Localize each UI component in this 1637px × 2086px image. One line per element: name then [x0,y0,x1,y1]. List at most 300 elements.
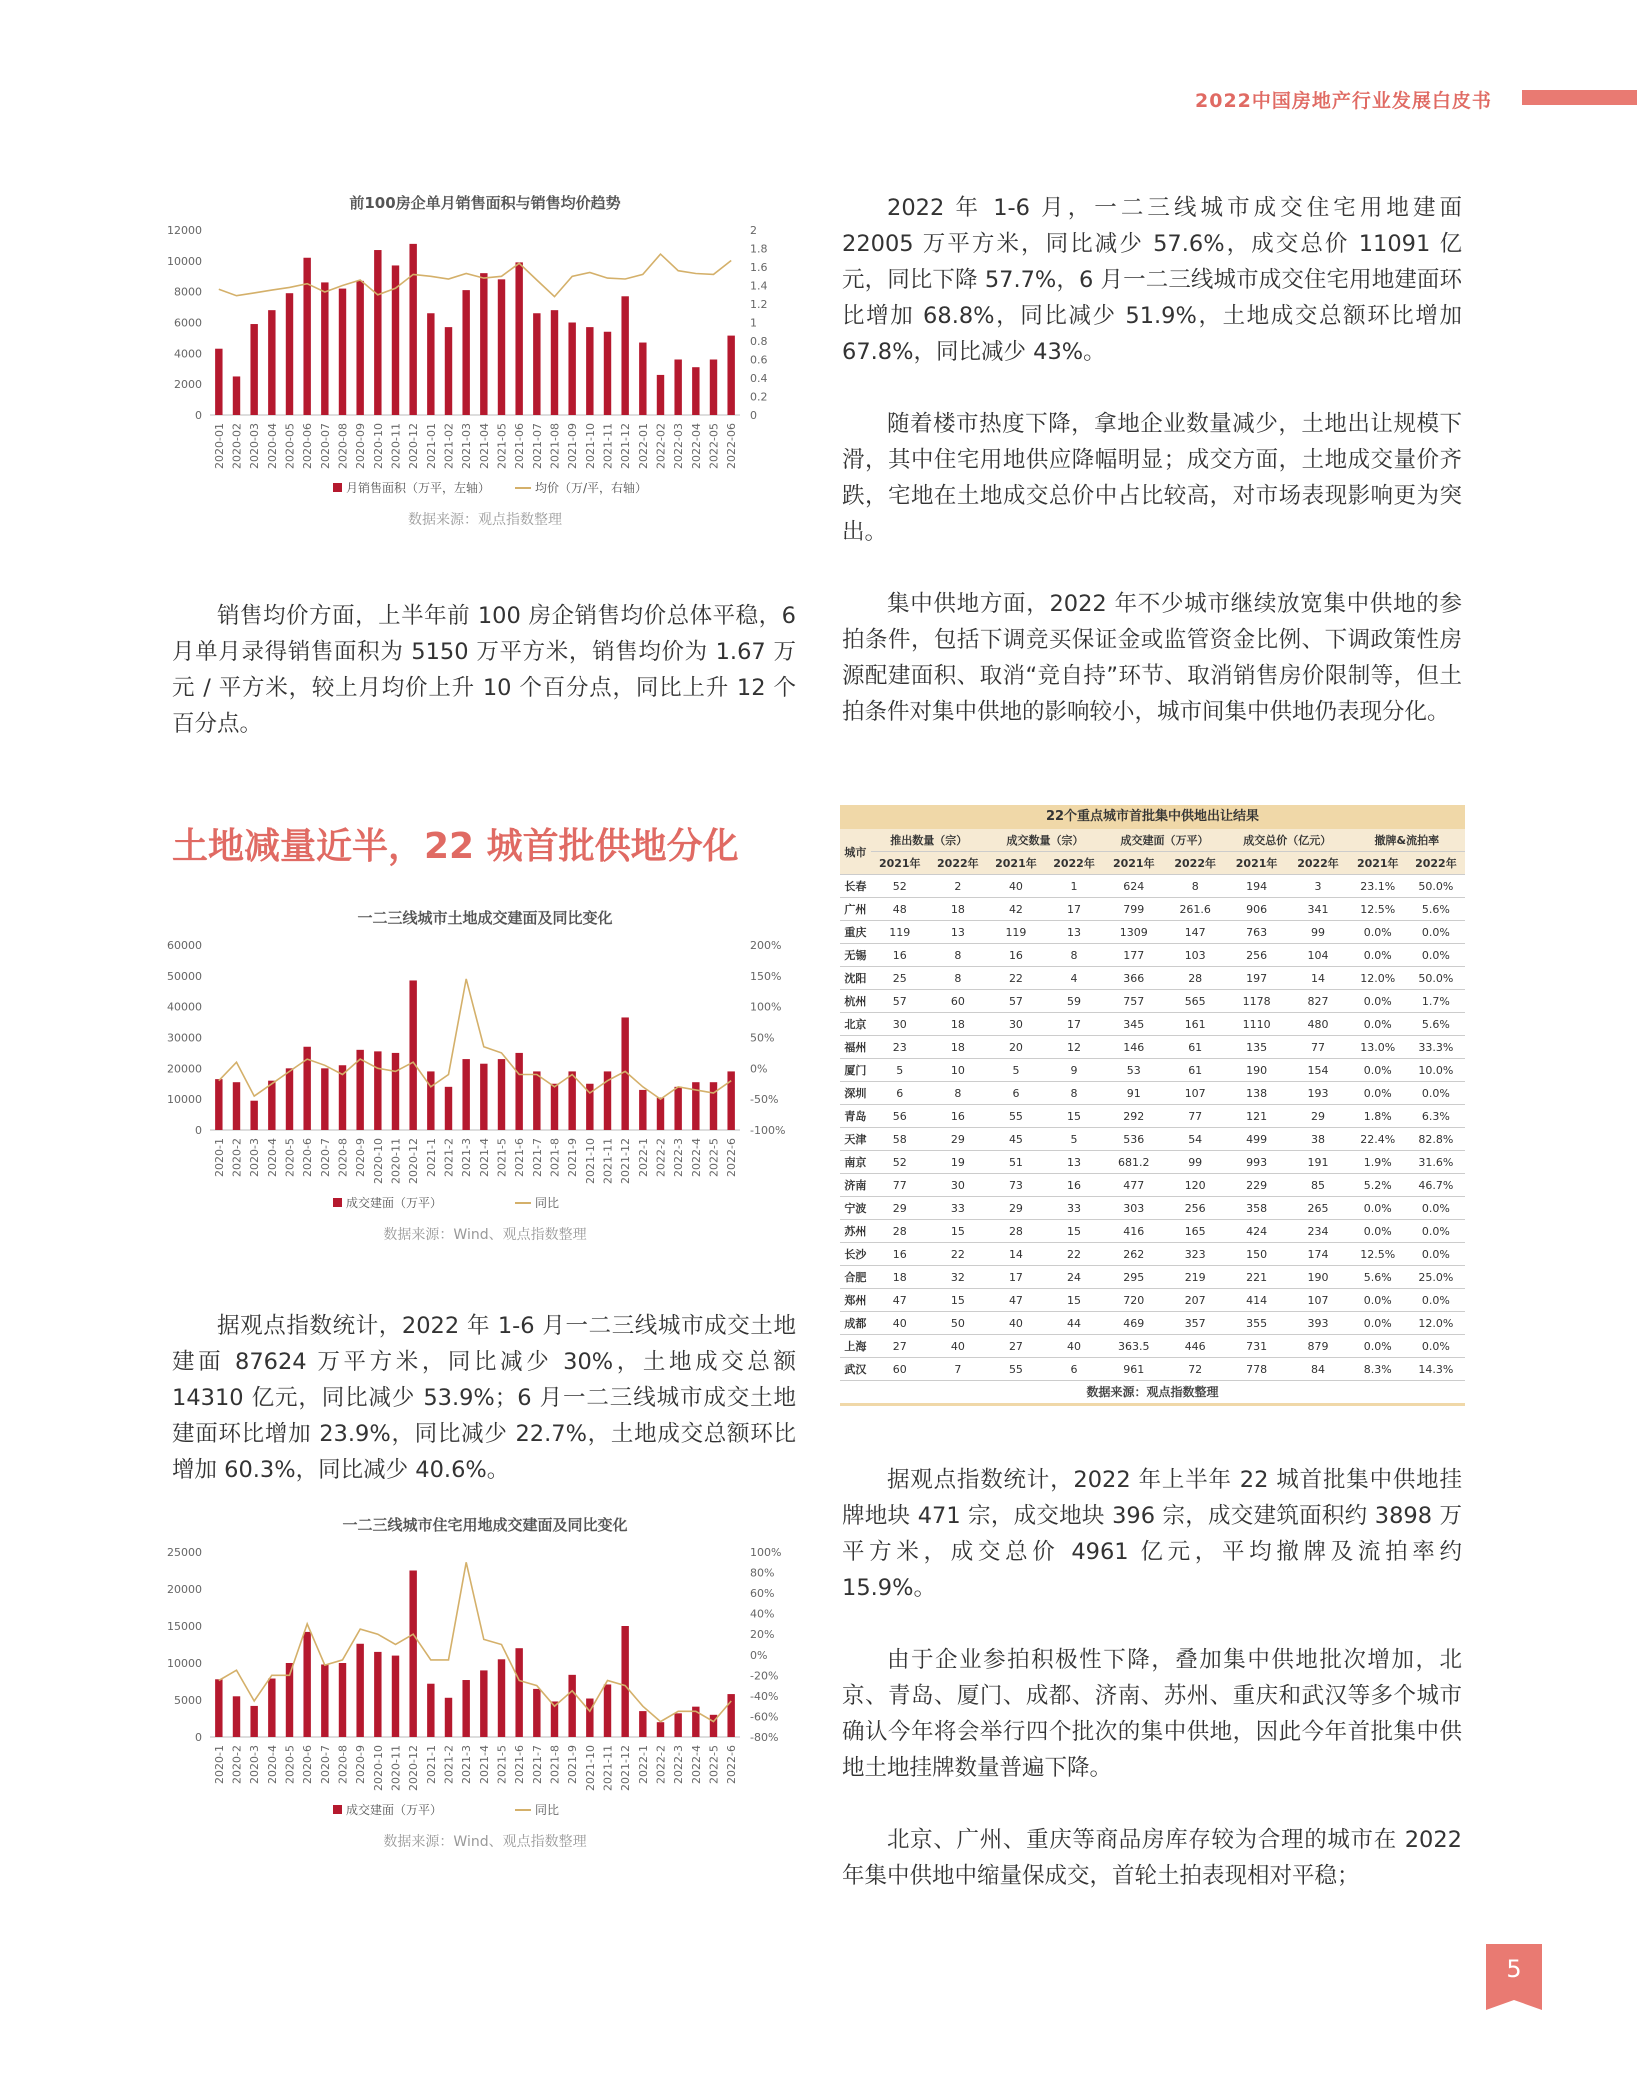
x-tick: 2021-6 [513,1745,527,1784]
table-cell: 0.0% [1349,1013,1407,1036]
table-cell: 58 [871,1128,929,1151]
table-cell: 2 [929,875,987,898]
y-tick-left: 50000 [167,969,202,983]
bar [568,1675,575,1737]
table-row [840,944,1465,967]
table-cell-city: 武汉 [840,1358,871,1381]
bar [427,313,434,415]
chart-residential-land-area [165,1512,805,1892]
table-cell: 5.6% [1349,1266,1407,1289]
table-cell: 16 [987,944,1045,967]
table-cell: 52 [871,1151,929,1174]
table-row [840,1059,1465,1082]
table-cell: 6 [987,1082,1045,1105]
table-cell: 56 [871,1105,929,1128]
x-tick: 2020-04 [265,423,279,469]
bar [727,336,734,415]
table-cell: 50 [929,1312,987,1335]
table-cell: 57 [871,990,929,1013]
x-tick: 2022-5 [707,1138,721,1177]
x-tick: 2020-11 [389,423,403,469]
chart-source: 数据来源：Wind、观点指数整理 [383,1834,587,1850]
table-cell: 256 [1226,944,1287,967]
bar [657,1722,664,1737]
bar [286,293,293,415]
table-cell: 1309 [1103,921,1164,944]
table-cell: 30 [987,1013,1045,1036]
table-row [840,1128,1465,1151]
bar [498,279,505,415]
table-cell: 146 [1103,1036,1164,1059]
table-cell: 424 [1226,1220,1287,1243]
series-line [219,254,731,297]
x-tick: 2021-7 [530,1745,544,1784]
y-tick-left: 0 [195,1124,202,1137]
x-tick: 2022-03 [672,423,686,469]
y-tick-right: -50% [750,1093,779,1107]
legend-swatch-bar [333,1805,342,1814]
x-tick: 2020-8 [336,1745,350,1784]
table-cell: 17 [1045,1013,1103,1036]
table-cell-city: 长沙 [840,1243,871,1266]
legend-label: 成交建面（万平） [346,1803,443,1817]
table-cell: 25 [871,967,929,990]
table-cell: 47 [987,1289,1045,1312]
table-cell: 197 [1226,967,1287,990]
table-cell: 261.6 [1164,898,1225,921]
table-cell: 993 [1226,1151,1287,1174]
table-cell: 624 [1103,875,1164,898]
bar [674,1713,681,1737]
x-tick: 2021-1 [424,1138,438,1177]
x-tick: 2020-6 [301,1745,315,1784]
table-cell: 73 [987,1174,1045,1197]
table-cell: 99 [1287,921,1348,944]
bar [409,980,416,1130]
y-tick-left: 0 [195,409,202,422]
table-cell: 50.0% [1407,967,1465,990]
table-cell: 15 [929,1289,987,1312]
bar [392,1053,399,1130]
x-tick: 2022-4 [689,1745,703,1784]
table-cell: 27 [871,1335,929,1358]
table-cell: 0.0% [1349,1082,1407,1105]
table-cell: 757 [1103,990,1164,1013]
table-cell: 190 [1226,1059,1287,1082]
table-cell: 13 [929,921,987,944]
table-cell: 221 [1226,1266,1287,1289]
table-header-year: 2021年 [987,852,1045,875]
x-tick: 2020-2 [230,1745,244,1784]
bar [480,1670,487,1737]
table-header-group: 推出数量（宗） [871,829,987,852]
table-row [840,921,1465,944]
y-tick-right: -80% [750,1731,779,1744]
table-cell: 358 [1226,1197,1287,1220]
table-cell: 5.6% [1407,1013,1465,1036]
table-cell: 47 [871,1289,929,1312]
table-cell: 6.3% [1407,1105,1465,1128]
table-cell-city: 沈阳 [840,967,871,990]
bar [586,327,593,415]
table-cell: 5 [871,1059,929,1082]
table-cell: 681.2 [1103,1151,1164,1174]
table-cell: 207 [1164,1289,1225,1312]
x-tick: 2021-09 [566,423,580,469]
x-tick: 2021-8 [548,1138,562,1177]
table-cell: 31.6% [1407,1151,1465,1174]
table-cell: 150 [1226,1243,1287,1266]
x-tick: 2021-3 [460,1745,474,1784]
bar [215,1079,222,1130]
page-number: 5 [1486,1944,1542,2000]
table-cell: 191 [1287,1151,1348,1174]
bar [303,1632,310,1737]
x-tick: 2020-11 [389,1745,403,1791]
table-cell: 12.5% [1349,898,1407,921]
y-tick-right: 100% [750,1546,782,1559]
y-tick-left: 5000 [174,1694,202,1707]
x-tick: 2022-02 [654,423,668,469]
bar [374,1652,381,1737]
bar [445,1087,452,1130]
x-tick: 2021-4 [477,1745,491,1784]
table-header-year: 2021年 [1349,852,1407,875]
table-cell: 24 [1045,1266,1103,1289]
table-cell: 42 [987,898,1045,921]
x-tick: 2020-05 [283,423,297,469]
table-cell: 30 [871,1013,929,1036]
table-cell: 10.0% [1407,1059,1465,1082]
table-cell: 0.0% [1349,921,1407,944]
table-cell: 469 [1103,1312,1164,1335]
table-cell: 229 [1226,1174,1287,1197]
table-cell: 13 [1045,1151,1103,1174]
y-tick-right: -40% [750,1689,779,1703]
table-row [840,1036,1465,1059]
y-tick-right: 0.4 [750,372,768,385]
x-tick: 2021-3 [460,1138,474,1177]
x-tick: 2021-2 [442,1138,456,1177]
table-cell: 40 [871,1312,929,1335]
table-header-year: 2022年 [929,852,987,875]
x-tick: 2020-9 [354,1138,368,1177]
table-cell: 536 [1103,1128,1164,1151]
table-cell: 29 [871,1197,929,1220]
table-cell: 190 [1287,1266,1348,1289]
y-tick-left: 20000 [167,1583,202,1596]
table-cell: 256 [1164,1197,1225,1220]
y-tick-right: 1 [750,316,757,330]
y-tick-right: 0 [750,409,757,422]
table-cell: 14 [1287,967,1348,990]
table-cell-city: 长春 [840,875,871,898]
table-cell: 477 [1103,1174,1164,1197]
table-cell: 59 [1045,990,1103,1013]
y-tick-right: 60% [750,1587,775,1601]
y-tick-right: 1.2 [750,298,768,311]
bar [374,1051,381,1130]
x-tick: 2020-11 [389,1138,403,1184]
table-cell: 6 [1045,1358,1103,1381]
table-cell: 50.0% [1407,875,1465,898]
x-tick: 2021-10 [583,1745,597,1791]
table-cell: 20 [987,1036,1045,1059]
table-cell: 1178 [1226,990,1287,1013]
table-cell: 40 [929,1335,987,1358]
bar [392,1656,399,1737]
table-header-group: 成交数量（宗） [987,829,1103,852]
table-header-year: 2021年 [871,852,929,875]
table-cell: 15 [1045,1105,1103,1128]
series-line [219,1562,731,1721]
bar [533,313,540,415]
table-cell-city: 宁波 [840,1197,871,1220]
x-tick: 2020-5 [283,1138,297,1177]
table-cell: 15 [929,1220,987,1243]
table-row [840,1312,1465,1335]
table-cell-city: 广州 [840,898,871,921]
bar [321,282,328,415]
table-cell: 8.3% [1349,1358,1407,1381]
y-tick-left: 6000 [174,316,202,330]
paragraph-market-decline: 随着楼市热度下降，拿地企业数量减少，土地出让规模下滑，其中住宅用地供应降幅明显；成交方面，土地成交量价齐跌，宅地在土地成交总价中占比较高，对市场表现影响更为突出。 [842,411,1462,545]
x-tick: 2020-9 [354,1745,368,1784]
table-row [840,1151,1465,1174]
y-tick-right: 0% [750,1062,768,1076]
table-cell: 16 [871,944,929,967]
table-cell: 0.0% [1407,921,1465,944]
x-tick: 2020-02 [230,423,244,469]
y-tick-left: 10000 [167,1093,202,1107]
bar [268,1081,275,1130]
table-cell: 82.8% [1407,1128,1465,1151]
table-cell: 161 [1164,1013,1225,1036]
table-cell: 33 [1045,1197,1103,1220]
table-cell: 0.0% [1349,1059,1407,1082]
bar [551,1084,558,1130]
chart-source: 数据来源：观点指数整理 [408,512,562,528]
table-cell-city: 上海 [840,1335,871,1358]
bar [586,1699,593,1737]
table-cell: 22 [929,1243,987,1266]
table-cell: 28 [871,1220,929,1243]
table-cell-city: 深圳 [840,1082,871,1105]
table-cell: 119 [871,921,929,944]
legend-swatch-bar [333,1198,342,1207]
table-cell-city: 北京 [840,1013,871,1036]
table-cell: 262 [1103,1243,1164,1266]
bar [233,1082,240,1130]
y-tick-right: 80% [750,1566,775,1580]
table-row [840,990,1465,1013]
table-cell: 0.0% [1407,1335,1465,1358]
bar [515,1648,522,1737]
bar [674,360,681,416]
x-tick: 2020-12 [407,423,421,469]
table-cell: 13 [1045,921,1103,944]
table-cell: 16 [871,1243,929,1266]
table-cell: 25.0% [1407,1266,1465,1289]
chart-sales-area-price [165,190,805,570]
table-cell: 14.3% [1407,1358,1465,1381]
x-tick: 2021-8 [548,1745,562,1784]
bar [604,1684,611,1737]
x-tick: 2020-2 [230,1138,244,1177]
bar [233,376,240,415]
bar [533,1071,540,1130]
table-cell: 0.0% [1407,1220,1465,1243]
table-cell-city: 苏州 [840,1220,871,1243]
table-cell: 480 [1287,1013,1348,1036]
x-tick: 2020-07 [318,423,332,469]
y-tick-left: 30000 [167,1031,202,1045]
table-cell: 906 [1226,898,1287,921]
table-cell: 77 [1164,1105,1225,1128]
bar [480,1064,487,1130]
bar [533,1689,540,1737]
bar [339,289,346,415]
y-tick-left: 10000 [167,254,202,268]
table-cell: 720 [1103,1289,1164,1312]
legend-label: 同比 [535,1196,560,1210]
table-cell: 15 [1045,1220,1103,1243]
x-tick: 2021-12 [619,1138,633,1184]
x-tick: 2021-03 [460,423,474,469]
bar [356,281,363,415]
table-cell: 177 [1103,944,1164,967]
x-tick: 2021-06 [513,423,527,469]
table-cell: 55 [987,1358,1045,1381]
x-tick: 2021-04 [477,423,491,469]
table-cell: 1.7% [1407,990,1465,1013]
table-cell: 5 [1045,1128,1103,1151]
table-cell: 1 [1045,875,1103,898]
table-cell: 14 [987,1243,1045,1266]
table-row [840,1220,1465,1243]
table-cell-city: 郑州 [840,1289,871,1312]
x-tick: 2022-1 [636,1138,650,1177]
bar [568,323,575,416]
table-cell: 60 [871,1358,929,1381]
table-cell: 12 [1045,1036,1103,1059]
x-tick: 2021-12 [619,423,633,469]
table-cell: 29 [929,1128,987,1151]
table-cell: 147 [1164,921,1225,944]
paragraph-centralized-supply: 集中供地方面，2022 年不少城市继续放宽集中供地的参拍条件，包括下调竞买保证金或监管资金比例、下调政策性房源配建面积、取消“竞自持”环节、取消销售房价限制等，但土拍条件对集中供地的影响较小，城市间集中供地仍表现分化。 [842,591,1462,725]
bar [374,250,381,415]
chart-title: 一二三线城市土地成交建面及同比变化 [357,909,613,927]
table-cell: 28 [987,1220,1045,1243]
bar [674,1087,681,1130]
table-cell: 7 [929,1358,987,1381]
table-cell: 345 [1103,1013,1164,1036]
bar [215,1679,222,1737]
table-cell: 8 [929,1082,987,1105]
table-cell: 52 [871,875,929,898]
table-cell: 57 [987,990,1045,1013]
x-tick: 2020-7 [318,1138,332,1177]
x-tick: 2020-3 [248,1745,262,1784]
table-cell: 303 [1103,1197,1164,1220]
x-tick: 2022-05 [707,423,721,469]
y-tick-right: 50% [750,1031,775,1045]
y-tick-left: 4000 [174,347,202,361]
table-cell: 0.0% [1407,944,1465,967]
bar [356,1644,363,1737]
bar [498,1059,505,1130]
table-cell: 499 [1226,1128,1287,1151]
section-title: 土地减量近半，22 城首批供地分化 [172,826,739,867]
legend-label: 月销售面积（万平，左轴） [346,481,491,495]
table-cell: 1.9% [1349,1151,1407,1174]
table-cell: 22.4% [1349,1128,1407,1151]
x-tick: 2022-5 [707,1745,721,1784]
bar [462,1059,469,1130]
bar [268,310,275,415]
y-tick-left: 60000 [167,939,202,952]
table-cell: 17 [987,1266,1045,1289]
x-tick: 2021-6 [513,1138,527,1177]
table-cell: 799 [1103,898,1164,921]
table-row [840,1174,1465,1197]
y-tick-right: 100% [750,1000,782,1014]
table-cell: 5.6% [1407,898,1465,921]
table-cell: 51 [987,1151,1045,1174]
table-cell: 55 [987,1105,1045,1128]
chart-svg [165,190,805,570]
table-cell: 295 [1103,1266,1164,1289]
bar [250,1101,257,1130]
table-cell: 27 [987,1335,1045,1358]
y-tick-right: 200% [750,939,782,952]
table-cell: 0.0% [1349,1220,1407,1243]
y-tick-right: 150% [750,969,782,983]
chart-svg [165,1512,805,1892]
x-tick: 2021-9 [566,1745,580,1784]
table-cell: 53 [1103,1059,1164,1082]
table [840,829,1465,1381]
table-cell: 16 [1045,1174,1103,1197]
x-tick: 2020-8 [336,1138,350,1177]
table-row [840,898,1465,921]
x-tick: 2021-4 [477,1138,491,1177]
x-tick: 2020-5 [283,1745,297,1784]
table-row [840,1243,1465,1266]
x-tick: 2020-1 [212,1138,226,1177]
x-tick: 2022-04 [689,423,703,469]
bar [727,1071,734,1130]
bar [515,262,522,415]
x-tick: 2020-1 [212,1745,226,1784]
bar [498,1659,505,1737]
x-tick: 2021-9 [566,1138,580,1177]
table-cell: 23 [871,1036,929,1059]
x-tick: 2022-2 [654,1138,668,1177]
y-tick-right: 0.8 [750,335,768,348]
bar [321,1068,328,1130]
table-header-year: 2022年 [1164,852,1225,875]
y-tick-right: 0% [750,1648,768,1662]
table-cell: 8 [1045,944,1103,967]
table-cell: 46.7% [1407,1174,1465,1197]
table-cell: 119 [987,921,1045,944]
x-tick: 2020-10 [371,1138,385,1184]
bar [409,1571,416,1738]
bar [604,332,611,415]
table-cell: 763 [1226,921,1287,944]
table-cell: 355 [1226,1312,1287,1335]
